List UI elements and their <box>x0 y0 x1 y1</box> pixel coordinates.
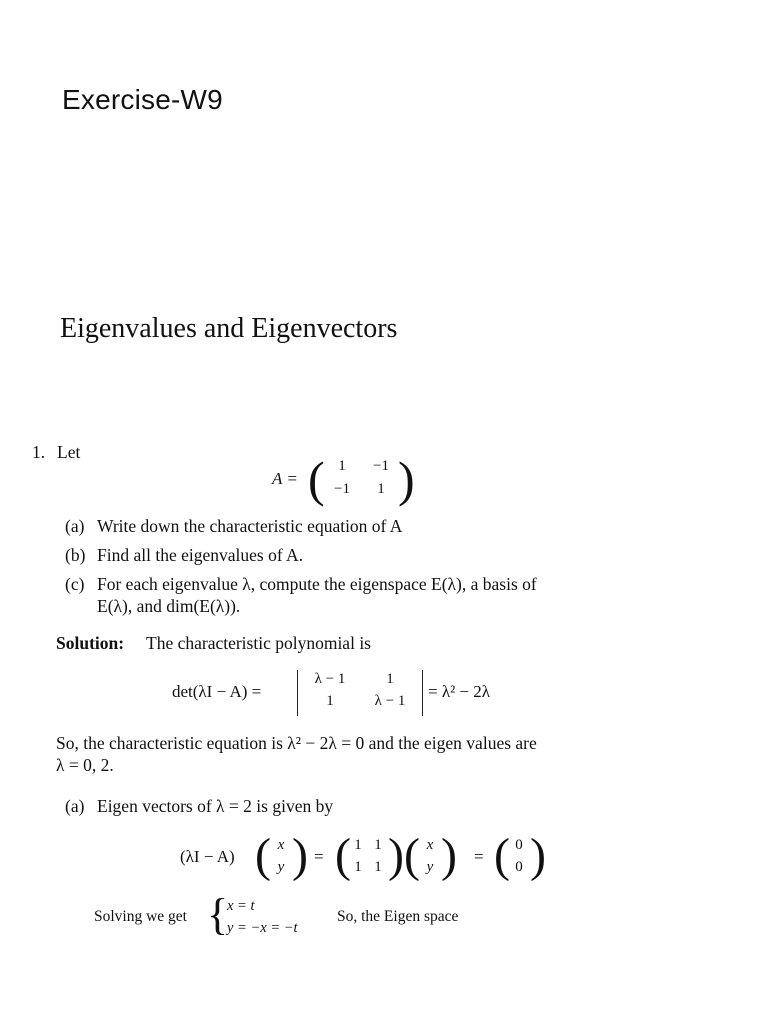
zero-vector-cell: 0 <box>515 837 523 853</box>
problem-number: 1. <box>32 442 46 462</box>
part-b-text: Find all the eigenvalues of A. <box>97 545 304 565</box>
left-paren: ( <box>494 829 510 882</box>
vector-cell: x <box>277 837 285 853</box>
solution-label: Solution: <box>56 633 125 653</box>
conclusion-line-1: So, the characteristic equation is λ² − 2λ = 0 and the eigen values are <box>56 733 537 753</box>
section-title: Eigenvalues and Eigenvectors <box>60 313 398 344</box>
problem-intro: Let <box>57 442 81 462</box>
part-c-text-cont: E(λ), and dim(E(λ)). <box>97 596 241 616</box>
right-paren: ) <box>441 829 457 882</box>
matrix-cell: 1 <box>377 481 385 497</box>
vector-cell: y <box>426 859 434 875</box>
right-paren: ) <box>292 829 308 882</box>
left-brace: { <box>207 890 229 939</box>
system-eq-1: x = t <box>227 898 255 914</box>
part-a-text: Write down the characteristic equation of A <box>97 516 403 536</box>
det-cell: λ − 1 <box>314 671 346 687</box>
left-paren: ( <box>308 451 325 507</box>
matrix-cell: 1 <box>354 859 362 875</box>
part-c-label: (c) <box>65 574 85 594</box>
solving-text: Solving we get <box>94 908 187 925</box>
det-lhs: det(λI − A) = <box>172 682 262 701</box>
right-paren: ) <box>530 829 546 882</box>
eq-sign: = <box>314 847 324 866</box>
part-a-label: (a) <box>65 516 85 536</box>
right-paren: ) <box>398 451 415 507</box>
system-eq-2: y = −x = −t <box>227 920 298 936</box>
part-c-text: For each eigenvalue λ, compute the eigenspace E(λ), a basis of <box>97 574 537 594</box>
matrix-cell: 1 <box>374 859 382 875</box>
exercise-title: Exercise-W9 <box>62 84 223 115</box>
eq-sign: = <box>474 847 484 866</box>
det-rhs: = λ² − 2λ <box>428 682 491 701</box>
det-cell: 1 <box>386 671 394 687</box>
det-cell: 1 <box>326 693 334 709</box>
matrix-lhs: A = <box>272 469 298 488</box>
matrix-cell: 1 <box>374 837 382 853</box>
vector-cell: x <box>426 837 434 853</box>
solution-intro: The characteristic polynomial is <box>146 633 371 653</box>
vector-cell: y <box>277 859 285 875</box>
det-right-bar <box>422 670 423 716</box>
left-paren: ( <box>404 829 420 882</box>
sol-part-a-label: (a) <box>65 796 85 816</box>
left-paren: ( <box>335 829 351 882</box>
part-b-label: (b) <box>65 545 86 565</box>
det-left-bar <box>297 670 298 716</box>
left-paren: ( <box>255 829 271 882</box>
det-cell: λ − 1 <box>374 693 406 709</box>
matrix-cell: 1 <box>354 837 362 853</box>
zero-vector-cell: 0 <box>515 859 523 875</box>
conclusion-line-2: λ = 0, 2. <box>56 755 114 775</box>
sol-part-a-text: Eigen vectors of λ = 2 is given by <box>97 796 334 816</box>
right-paren: ) <box>388 829 404 882</box>
eq-lhs: (λI − A) <box>180 847 235 866</box>
matrix-cell: −1 <box>334 481 350 497</box>
matrix-cell: 1 <box>338 458 346 474</box>
matrix-cell: −1 <box>373 458 389 474</box>
eigen-space-text: So, the Eigen space <box>337 908 459 925</box>
